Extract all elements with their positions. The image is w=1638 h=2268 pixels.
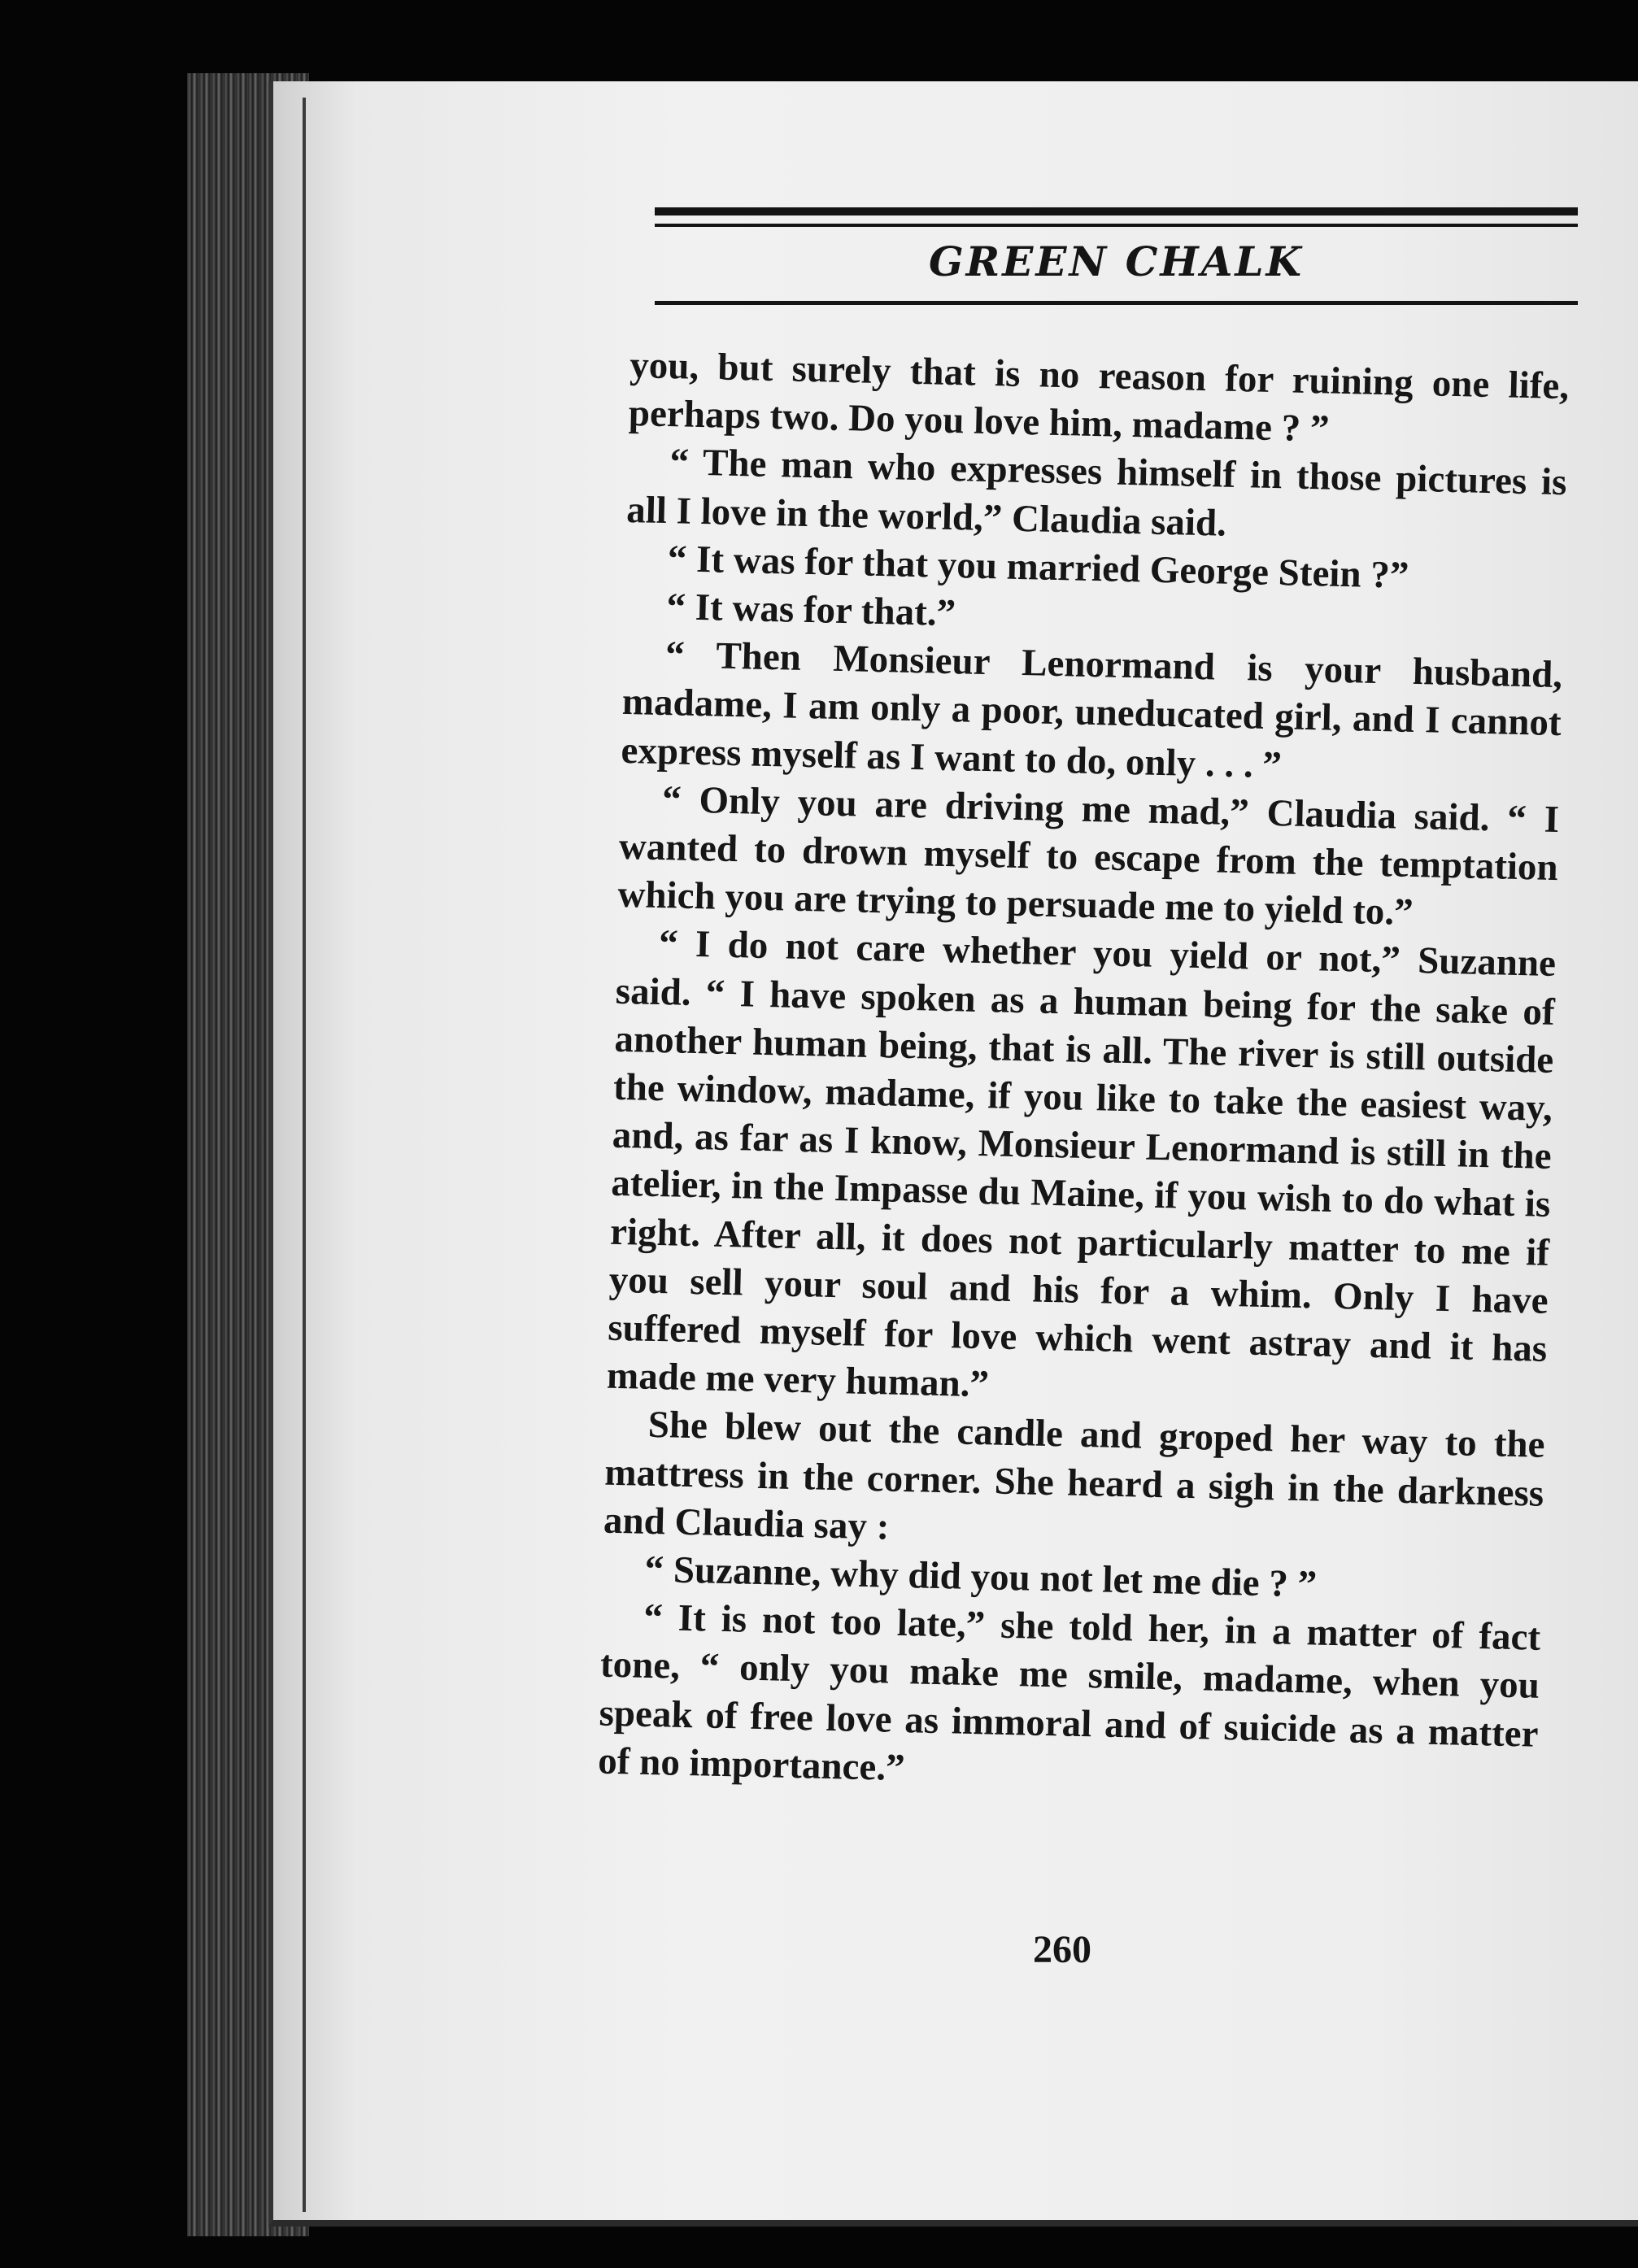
- page-gutter-line: [303, 98, 306, 2212]
- paragraph: “ Only you are driving me mad,” Claudia said. “ I wanted to drown myself to escape from the temptation which you are trying to persuade me to yield to.”: [616, 777, 1560, 934]
- paragraph: you, but surely that is no reason for ruining one life, perhaps two. Do you love him, madame ? ”: [628, 343, 1570, 451]
- header-rule-top-thin: [655, 224, 1578, 227]
- body-text: [598, 342, 1570, 1807]
- header-rule-bottom: [655, 301, 1578, 305]
- paragraph: “ It is not too late,” she told her, in a matter of fact tone, “ only you make me smile, madame, when you speak of free love as immoral and of suicide as a matter of no importance.”: [597, 1596, 1541, 1789]
- running-head: GREEN CHALK: [928, 237, 1305, 285]
- page-number: 260: [1033, 1928, 1091, 1971]
- header-rule-top: [655, 207, 1578, 215]
- paragraph: “ Suzanne, why did you not let me die ? ”: [644, 1548, 1318, 1606]
- paragraph: “ I do not care whether you yield or not,” Suzanne said. “ I have spoken as a human being for the sake of another human being, that is all. The river is still outside the window, madame, if you like to take the easiest way, and, as far as I know, Monsieur Lenormand is still in the atelier, in the Impasse du Maine, if you wish to do what is right. After all, it does not particularly matter to me if you sell your soul and his for a whim. Only I have suffered myself for love which went astray and it has made me very human.”: [606, 922, 1557, 1406]
- paragraph: She blew out the candle and groped her way to the mattress in the corner. She heard a sigh in the darkness and Claudia say :: [603, 1404, 1546, 1548]
- paragraph: “ It was for that.”: [666, 586, 956, 635]
- paragraph: “ It was for that you married George Stein ?”: [667, 537, 1409, 597]
- paragraph: “ The man who expresses himself in those pictures is all I love in the world,” Claudia said.: [625, 441, 1567, 545]
- paragraph: “ Then Monsieur Lenormand is your husband, madame, I am only a poor, uneducated girl, and I cannot express myself as I want to do, only . . . ”: [621, 633, 1563, 786]
